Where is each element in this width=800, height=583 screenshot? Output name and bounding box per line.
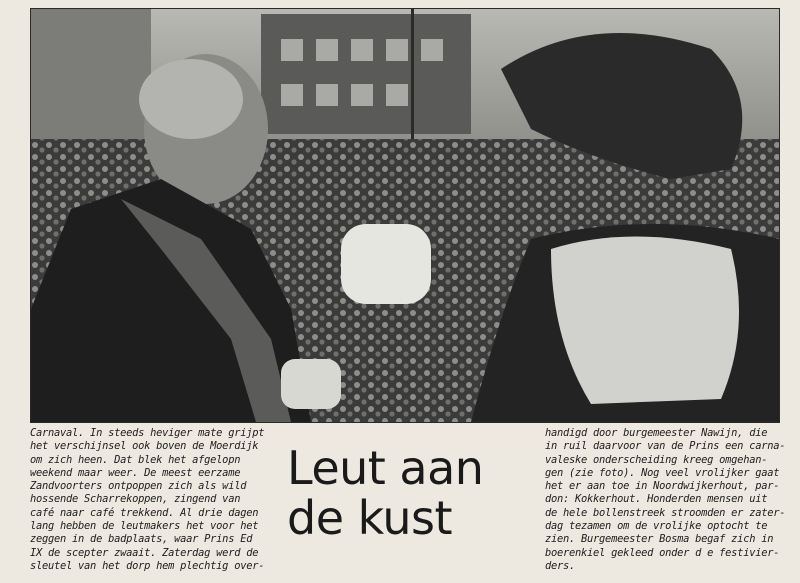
headline-line-2: de kust: [287, 491, 453, 545]
news-photo: [30, 8, 780, 423]
photo-illustration: [31, 9, 779, 422]
headline: [287, 443, 537, 543]
article-body-left: Carnaval. In steeds heviger mate grijpt het verschijnsel ook boven de Moerdijk om zich heen. Dat blek het afgelopn weekend maar weer. De meest eerzame Zandvoorters ontpoppen zich als wild hossende Scharrekoppen, zingend van café naar café trekkend. Al drie dagen lang hebben de leutmakers het voor het zeggen in de badplaats, waar Prins Ed IX de scepter zwaait. Zaterdag werd de sleutel van het dorp hem plechtig over-: [30, 427, 265, 572]
headline-line-1: Leut aan: [287, 441, 484, 495]
article-body-right: handigd door burgemeester Nawijn, die in ruil daarvoor van de Prins een carna- valeske onderscheiding kreeg omgehan- gen (zie foto). Nog veel vrolijker gaat het er aan toe in Noordwijkerhout, par- don: Kokkerhout. Honderden mensen uit de hele bollenstreek stroomden er zater- dag tezamen om de vrolijke optocht te zien. Burgemeester Bosma begaf zich in boerenkiel gekleed onder d e festivier- ders.: [545, 427, 786, 572]
